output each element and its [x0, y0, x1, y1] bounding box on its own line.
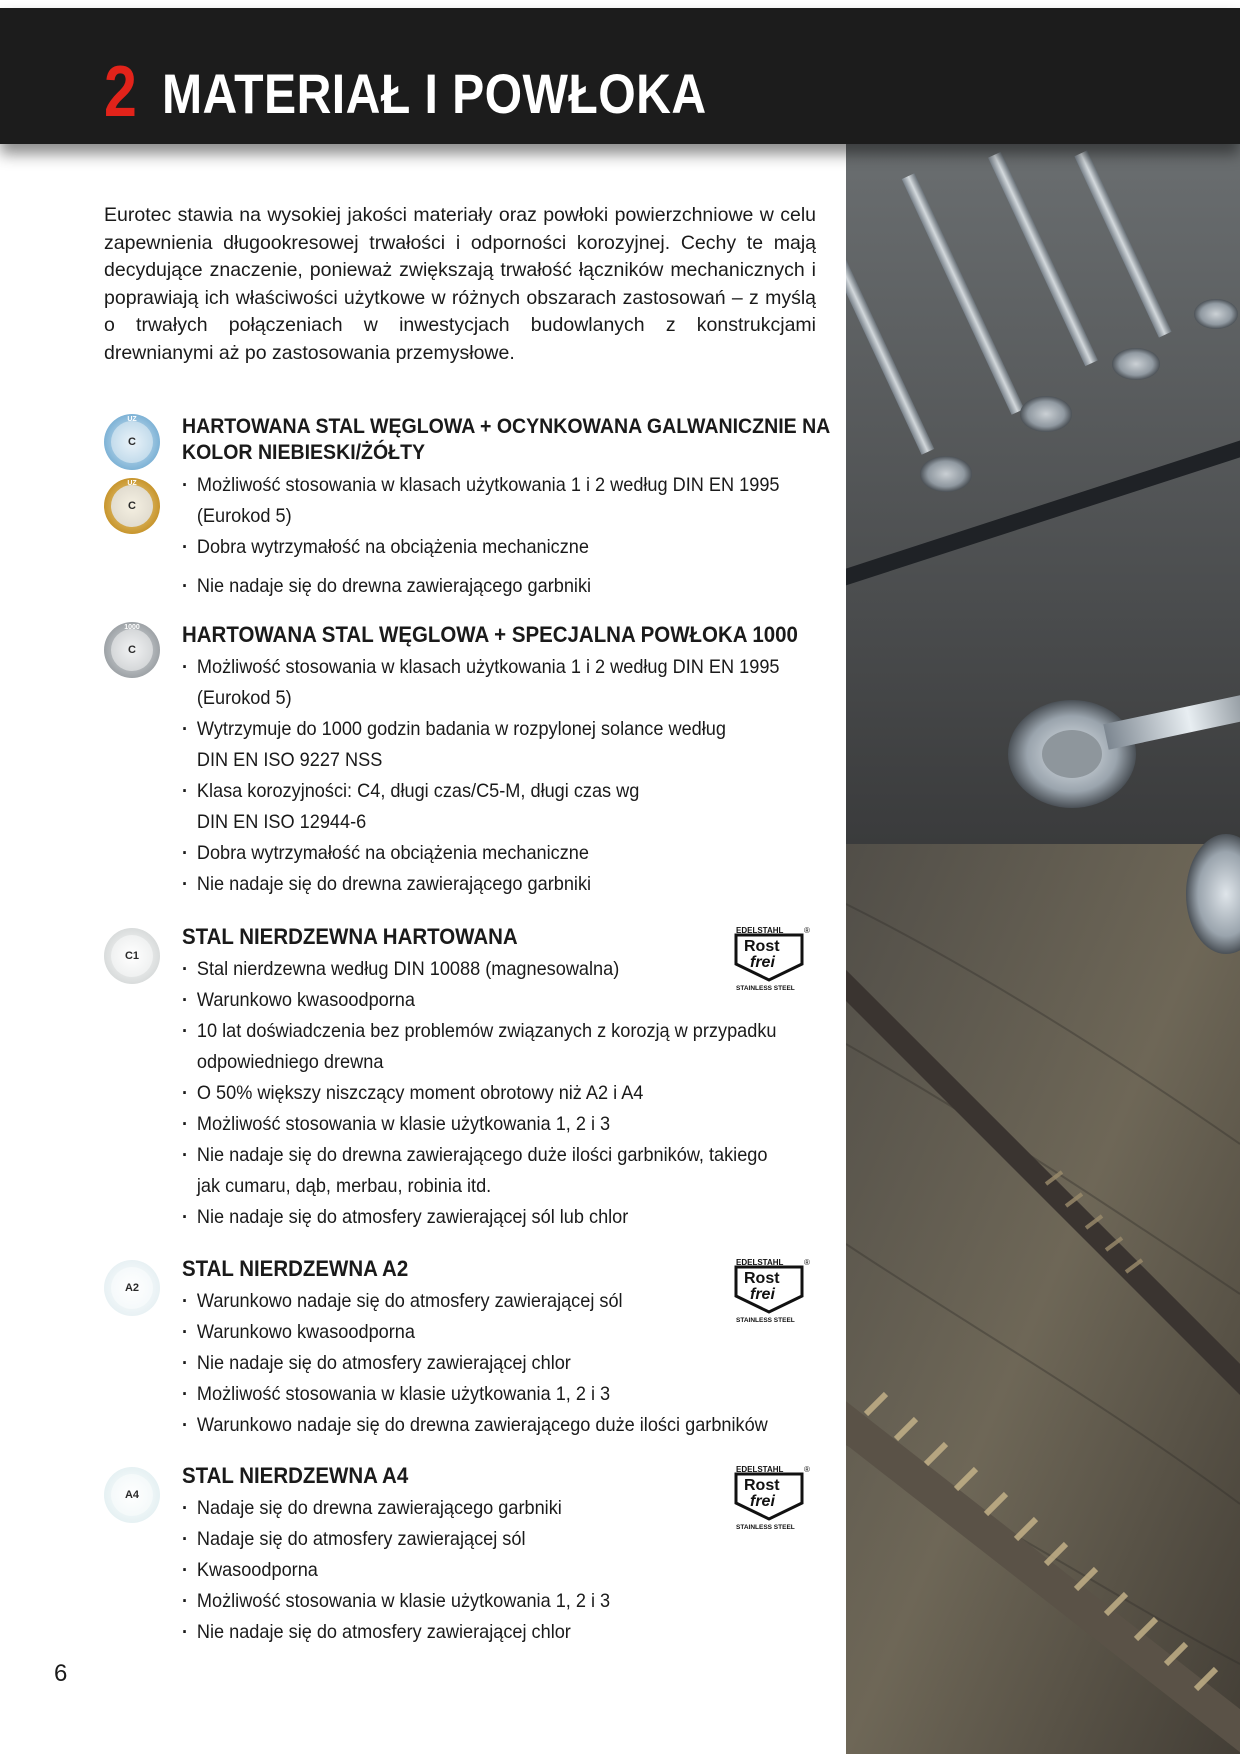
section-title-line: HARTOWANA STAL WĘGLOWA + OCYNKOWANA GALWANICZNIE NA [182, 415, 831, 438]
badge-top-label: 1000 [124, 624, 140, 631]
rostfrei-line1: Rost [744, 938, 780, 955]
rostfrei-top-text: EDELSTAHL [736, 926, 784, 935]
badge-label: C [128, 436, 136, 448]
header-bar [0, 8, 1240, 144]
screws-photo-image [846, 144, 1240, 1754]
rostfrei-top-text: EDELSTAHL [736, 1258, 784, 1267]
section-title: STAL NIERDZEWNA A2 [182, 1256, 409, 1281]
rostfrei-bottom-text: STAINLESS STEEL [736, 985, 795, 992]
page-number: 6 [54, 1660, 68, 1687]
rostfrei-line2: frei [750, 1493, 775, 1510]
list-item: · Dobra wytrzymałość na obciążenia mechaniczne [182, 532, 779, 563]
list-item: (Eurokod 5) [196, 505, 292, 527]
list-item: · Warunkowo nadaje się do drewna zawierającego duże ilości garbników [182, 1410, 768, 1441]
list-item: · Możliwość stosowania w klasach użytkowania 1 i 2 według DIN EN 1995 [182, 470, 779, 501]
badge-label: A2 [124, 1282, 140, 1294]
list-item: · Możliwość stosowania w klasie użytkowania 1, 2 i 3 [182, 1586, 610, 1617]
section-list [182, 652, 824, 900]
list-item: jak cumaru, dąb, merbau, robinia itd. [196, 1175, 492, 1197]
badge-top-label: UZ [127, 480, 137, 487]
list-item: · Nadaje się do drewna zawierającego garbniki [182, 1493, 610, 1524]
coating-badge-yellow [104, 478, 160, 534]
section-list [182, 470, 824, 602]
screws-photo [846, 144, 1240, 1754]
list-item: · Nie nadaje się do atmosfery zawierającej chlor [182, 1617, 610, 1648]
rostfrei-reg-mark: ® [804, 926, 810, 935]
list-item: DIN EN ISO 12944-6 [196, 811, 367, 833]
badge-label: C [128, 644, 136, 656]
list-item: DIN EN ISO 9227 NSS [196, 749, 383, 771]
list-item: · Warunkowo kwasoodporna [182, 985, 776, 1016]
section-stainless-a4 [104, 1463, 824, 1653]
rostfrei-logo [734, 1256, 814, 1324]
list-item: · Nie nadaje się do atmosfery zawierającej sól lub chlor [182, 1202, 776, 1233]
rostfrei-line2: frei [750, 954, 775, 971]
rostfrei-logo [734, 1463, 814, 1531]
list-item: · Nadaje się do atmosfery zawierającej sól [182, 1524, 610, 1555]
list-item: · Nie nadaje się do atmosfery zawierającej chlor [182, 1348, 768, 1379]
list-item: · Kwasoodporna [182, 1555, 610, 1586]
section-coating-1000 [104, 622, 824, 902]
rostfrei-line2: frei [750, 1286, 775, 1303]
section-title: STAL NIERDZEWNA A4 [182, 1463, 409, 1488]
list-item: · Wytrzymuje do 1000 godzin badania w rozpylonej solance według [182, 714, 779, 745]
list-item: · Warunkowo nadaje się do atmosfery zawierającej sól [182, 1286, 768, 1317]
badge-label: C [128, 500, 136, 512]
section-list [182, 1286, 812, 1441]
chapter-title: MATERIAŁ I POWŁOKA [162, 62, 707, 125]
section-title: HARTOWANA STAL WĘGLOWA + SPECJALNA POWŁOKA 1000 [182, 622, 798, 647]
coating-badge-a2 [104, 1260, 160, 1316]
rostfrei-bottom-text: STAINLESS STEEL [736, 1317, 795, 1324]
rostfrei-bottom-text: STAINLESS STEEL [736, 1524, 795, 1531]
list-item: · Nie nadaje się do drewna zawierającego garbniki [182, 571, 779, 602]
list-item: · Dobra wytrzymałość na obciążenia mechaniczne [182, 838, 779, 869]
rostfrei-line1: Rost [744, 1477, 780, 1494]
coating-badge-a4 [104, 1467, 160, 1523]
list-item: · 10 lat doświadczenia bez problemów związanych z korozją w przypadku [182, 1016, 776, 1047]
list-item: (Eurokod 5) [196, 687, 292, 709]
badge-label: C1 [124, 950, 140, 962]
section-stainless-a2 [104, 1256, 824, 1446]
coating-badge-blue [104, 414, 160, 470]
list-item: · Klasa korozyjności: C4, długi czas/C5-M, długi czas wg [182, 776, 779, 807]
rostfrei-top-text: EDELSTAHL [736, 1465, 784, 1474]
rostfrei-reg-mark: ® [804, 1465, 810, 1474]
rostfrei-reg-mark: ® [804, 1258, 810, 1267]
section-galvanized-steel [104, 414, 831, 614]
list-item: · Warunkowo kwasoodporna [182, 1317, 768, 1348]
badge-top-label: UZ [127, 416, 137, 423]
section-list [182, 1493, 642, 1648]
badge-label: A4 [124, 1489, 140, 1501]
list-item: · Nie nadaje się do drewna zawierającego duże ilości garbników, takiego [182, 1140, 776, 1171]
rostfrei-logo [734, 924, 814, 992]
section-hardened-stainless [104, 924, 824, 1244]
list-item: odpowiedniego drewna [196, 1051, 384, 1073]
list-item: · Możliwość stosowania w klasie użytkowania 1, 2 i 3 [182, 1109, 776, 1140]
section-title: STAL NIERDZEWNA HARTOWANA [182, 924, 518, 949]
list-item: · Nie nadaje się do drewna zawierającego garbniki [182, 869, 779, 900]
coating-badge-1000 [104, 622, 160, 678]
intro-paragraph: Eurotec stawia na wysokiej jakości materiały oraz powłoki powierzchniowe w celu zapewnienia długookresowej trwałości i odporności korozyjnej. Cechy te mają decydujące znaczenie, ponieważ zwiększają trwałość łączników mechanicznych i poprawiają ich właściwości użytkowe w różnych obszarach zastosowań – z myślą o trwałych połączeniach w inwestycjach budowlanych z konstrukcjami drewnianymi aż po zastosowania przemysłowe. [104, 204, 816, 364]
list-item: · Stal nierdzewna według DIN 10088 (magnesowalna) [182, 954, 776, 985]
rostfrei-line1: Rost [744, 1270, 780, 1287]
list-item: · O 50% większy niszczący moment obrotowy niż A2 i A4 [182, 1078, 776, 1109]
section-list [182, 954, 821, 1233]
chapter-number: 2 [104, 52, 137, 132]
list-item: · Możliwość stosowania w klasach użytkowania 1 i 2 według DIN EN 1995 [182, 652, 779, 683]
section-title [182, 414, 830, 466]
section-title-line: KOLOR NIEBIESKI/ŻÓŁTY [182, 441, 426, 464]
coating-badge-c1 [104, 928, 160, 984]
list-item: · Możliwość stosowania w klasie użytkowania 1, 2 i 3 [182, 1379, 768, 1410]
